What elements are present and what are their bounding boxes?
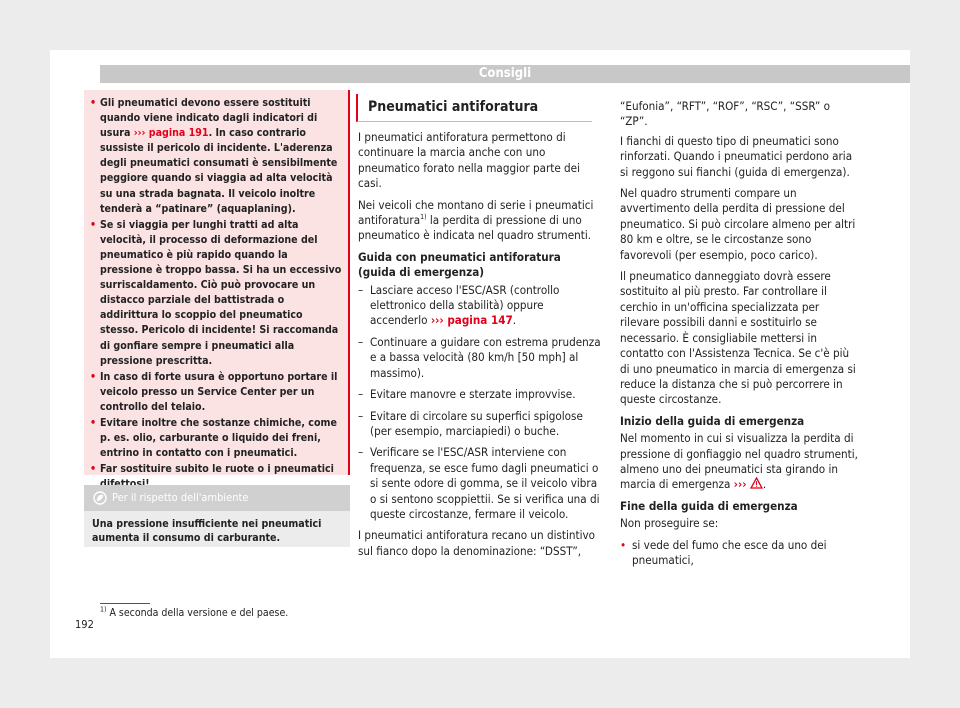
paragraph: Il pneumatico danneggiato dovrà essere sostituito al più presto. Far controllare il cerchio in un'officina specializzata per rilevare possibili danni e sostituirlo se necessario. È consigliabile mettersi in contatto con l'Assistenza Tecnica. Se c'è più di uno pneumatico in marcia di emergenza si reduce la distanza che si può percorrere in queste circostanze. bbox=[620, 269, 856, 407]
bullet-icon: • bbox=[90, 370, 97, 383]
page-link[interactable]: ››› pagina 147 bbox=[430, 313, 513, 328]
paragraph: I fianchi di questo tipo di pneumatici sono rinforzati. Quando i pneumatici perdono aria si reggono sui fianchi (guida di emergenza). bbox=[620, 133, 853, 179]
right-column bbox=[620, 99, 858, 574]
list-item: – Evitare manovre e sterzate improvvise. bbox=[358, 387, 576, 402]
paragraph: Non proseguire se: bbox=[620, 516, 719, 531]
page-header: Consigli bbox=[100, 65, 910, 83]
paragraph: I pneumatici antiforatura recano un distintivo sul fianco dopo la denominazione: “DSST”, bbox=[358, 528, 596, 558]
bullet-icon: • bbox=[90, 463, 97, 476]
footnote-ref: 1) bbox=[420, 213, 427, 222]
page-number: 192 bbox=[75, 618, 94, 631]
subheading: Guida con pneumatici antiforatura (guida di emergenza) bbox=[358, 249, 561, 280]
warning-triangle-icon bbox=[750, 477, 763, 489]
leaf-icon bbox=[93, 491, 107, 505]
bullet-icon: • bbox=[90, 218, 97, 231]
bullet-icon: • bbox=[620, 537, 627, 552]
section-title: Pneumatici antiforatura bbox=[356, 94, 592, 122]
warning-box bbox=[84, 90, 350, 475]
intro-paragraph: I pneumatici antiforatura permettono di continuare la marcia anche con uno pneumatico forato nella maggior parte dei casi. bbox=[358, 130, 581, 191]
paragraph: “Eufonia”, “RFT”, “ROF”, “RSC”, “SSR” o “ZP”. bbox=[620, 99, 831, 129]
list-item: – Evitare di circolare su superfici spigolose (per esempio, marciapiedi) o buche. bbox=[358, 408, 583, 438]
environment-note-title: Per il rispetto dell'ambiente bbox=[112, 491, 249, 504]
middle-column bbox=[358, 130, 602, 565]
warning-item: • Evitare inoltre che sostanze chimiche, come p. es. olio, carburante o liquido dei freni, entrino in contatto con i pneumatici. bbox=[90, 416, 337, 460]
environment-note bbox=[84, 485, 350, 547]
list-item: • si vede del fumo che esce da uno dei pneumatici, bbox=[620, 537, 827, 567]
subheading: Inizio della guida di emergenza bbox=[620, 413, 805, 428]
page-link[interactable]: ››› bbox=[733, 477, 747, 492]
footnote-divider bbox=[100, 603, 150, 604]
page-link[interactable]: ››› pagina 191 bbox=[133, 127, 209, 140]
warning-item: • Far sostituire subito le ruote o i pneumatici bbox=[90, 462, 342, 492]
paragraph: Nei veicoli che montano di serie i pneumatici antiforatura$^{1)}$ la perdita di pressione di uno pneumatico è indicata nel quadro strumenti. bbox=[358, 197, 594, 243]
paragraph: Nel momento in cui si visualizza la perdita di pressione di gonfiaggio nel quadro strumenti, almeno uno dei pneumatici sta girando in marcia di emergenza ››› . bbox=[620, 431, 858, 492]
warning-item: • Gli pneumatici devono essere sostituiti quando viene indicato dagli indicatori di usura ››› pagina 191. In caso contrario sussiste il pericolo di incidente. L'aderenza degli pneumatici consumati è sensibilmente peggiore quando si viaggia ad alta velocità su una strada bagnata. Il veicolo inoltre tenderà a “patinare” (aquaplaning). bbox=[90, 97, 338, 215]
paragraph: Nel quadro strumenti compare un avvertimento della perdita di pressione del pneumatico. Si può circolare almeno per altri 80 km e oltre, se le circostanze sono favorevoli (per esempio, poco carico). bbox=[620, 186, 856, 262]
list-item: – Lasciare acceso l'ESC/ASR (controllo elettronico della stabilità) oppure accenderlo ››› pagina 147. bbox=[358, 282, 560, 328]
warning-item: • In caso di forte usura è opportuno portare il veicolo presso un Service Center per un controllo del telaio. bbox=[90, 370, 338, 413]
warning-item: • Se si viaggia per lunghi tratti ad alta velocità, il processo di deformazione del pneumatico è più rapido quando la pressione è troppo bassa. Si ha un eccessivo surriscaldamento. Ciò può provocare un distacco parziale del battistrada o addirittura lo scoppio del pneumatico stesso. Pericolo di incidente! Si raccomanda di gonfiare sempre i pneumatici alla pressione prescritta. bbox=[90, 218, 342, 367]
list-item: – Continuare a guidare con estrema prudenza e a bassa velocità (80 km/h [50 mph] al massimo). bbox=[358, 334, 601, 380]
environment-note-header bbox=[84, 485, 350, 511]
footnote: $^{1)}$ A seconda della versione e del paese. bbox=[100, 605, 289, 619]
list-item: – Verificare se l'ESC/ASR interviene con frequenza, se esce fumo dagli pneumatici o si sente odore di gomma, se il veicolo vibra o si sentono scoppiettii. Se si verifica una di queste circostanze, fermare il veicolo. bbox=[358, 445, 600, 521]
bullet-icon: • bbox=[90, 97, 97, 109]
subheading: Fine della guida di emergenza bbox=[620, 498, 798, 513]
environment-note-text: Una pressione insufficiente nei pneumatici aumenta il consumo di carburante. bbox=[92, 518, 322, 544]
bullet-icon: • bbox=[90, 416, 97, 429]
